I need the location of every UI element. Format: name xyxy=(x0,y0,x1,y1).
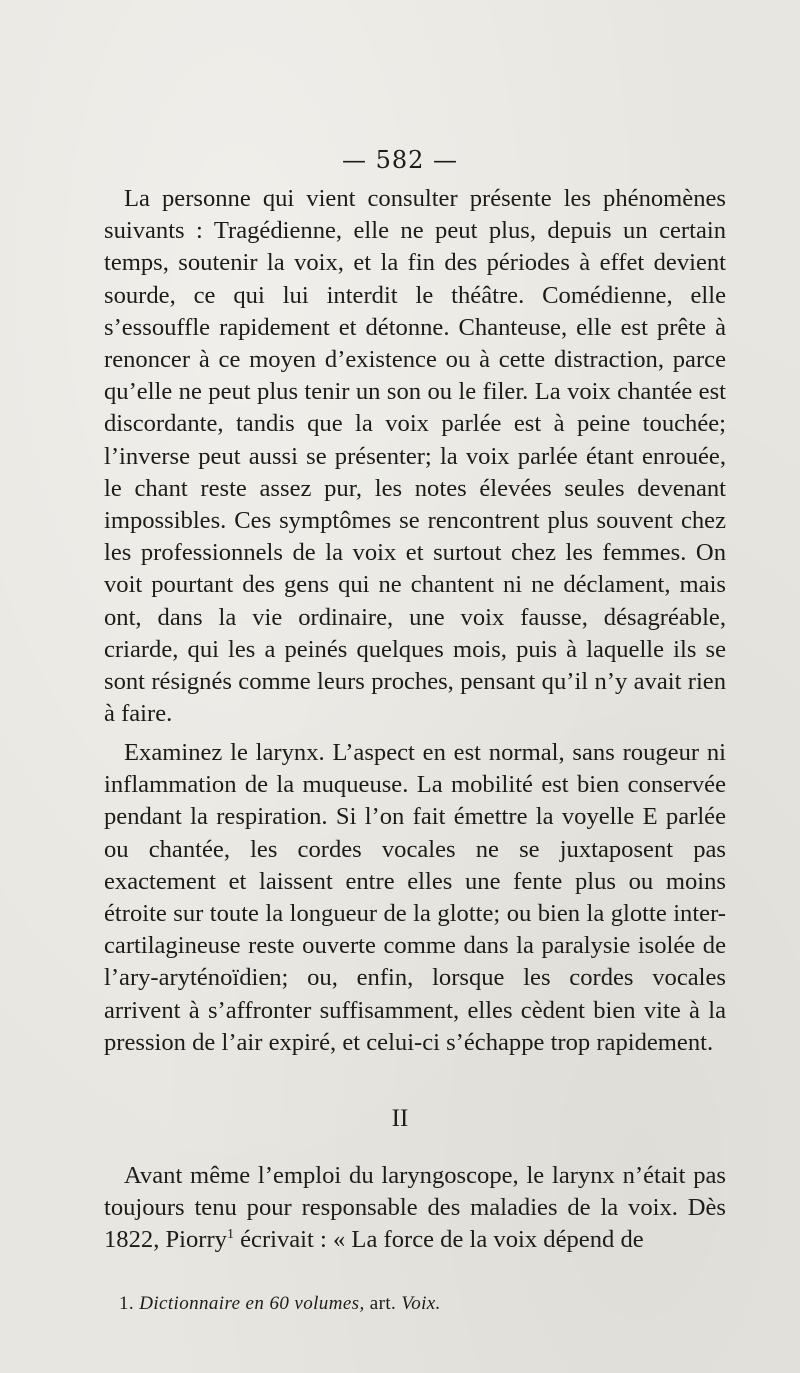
paragraph-2 xyxy=(104,737,726,1059)
section-heading: II xyxy=(391,1105,409,1132)
footnote-rest: art. xyxy=(364,1293,402,1314)
paragraph-3-text-end: écrivait : « La force de la voix dépend de xyxy=(233,1226,644,1254)
footnote-title: Dictionnaire en 60 volumes, xyxy=(139,1293,365,1314)
paragraph-1 xyxy=(104,183,726,730)
paragraph-2-text: Examinez le larynx. L’aspect en est normal, sans rougeur ni inflammation de la muqueuse. La mobilité est bien conservée pendant la respiration. Si l’on fait émettre la voyelle E parlée ou chantée, les cordes vocales ne se juxtaposent pas exactement et laissent entre elles une fente plus ou moins étroite sur toute la longueur de la glotte; ou bien la glotte inter-cartilagineuse reste ouverte comme dans la paralysie isolée de l’ary-aryténoïdien; ou, enfin, lorsque les cordes vocales arrivent à s’affronter suffisamment, elles cèdent bien vite à la pression de l’air expiré, et celui-ci s’échappe trop rapidement. xyxy=(104,739,726,1056)
paragraph-3-text-start: Avant même l’emploi du laryngoscope, le larynx n’était pas toujours tenu pour responsable des maladies de la voix. Dès 1822, Piorry xyxy=(104,1162,726,1254)
paragraph-1-text: La personne qui vient consulter présente les phénomènes suivants : Tragédienne, elle ne peut plus, depuis un certain temps, soutenir la voix, et la fin des périodes à effet devient sourde, ce qui lui interdit le théâtre. Comédienne, elle s’essouffle rapidement et détonne. Chanteuse, elle est prête à renoncer à ce moyen d’existence ou à cette distraction, parce qu’elle ne peut plus tenir un son ou le filer. La voix chantée est discordante, tandis que la voix parlée est à peine touchée; l’inverse peut aussi se présenter; la voix parlée étant enrouée, le chant reste assez pur, les notes élevées seules devenant impossibles. Ces symptômes se rencontrent plus souvent chez les professionnels de la voix et surtout chez les femmes. On voit pourtant des gens qui ne chantent ni ne déclament, mais ont, dans la vie ordinaire, une voix fausse, désagréable, criarde, qui les a peinés quelques mois, puis à laquelle ils se sont résignés comme leurs proches, pensant qu’il n’y avait rien à faire. xyxy=(104,185,726,728)
footnote-marker: 1. xyxy=(119,1293,135,1314)
paragraph-3-text xyxy=(104,1160,726,1257)
footnote-reference: 1 xyxy=(226,1227,234,1243)
paragraph-3 xyxy=(104,1160,726,1257)
footnote xyxy=(119,1293,719,1315)
page-number: — 582 — xyxy=(341,146,459,174)
footnote-entry: Voix. xyxy=(401,1293,441,1314)
